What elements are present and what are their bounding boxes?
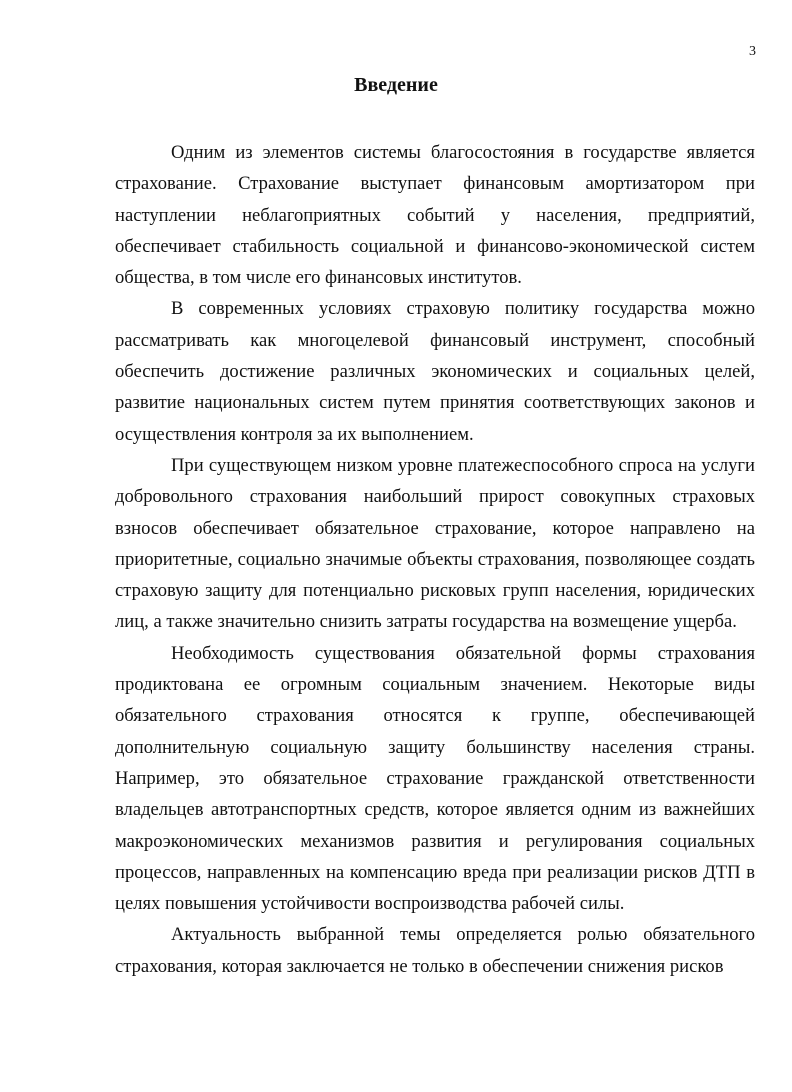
document-body <box>115 137 755 982</box>
paragraph-4: Необходимость существования обязательной формы страхования продиктована ее огромным социальным значением. Некоторые виды обязательного страхования относятся к группе, обеспечивающей дополнительную социальную защиту большинству населения страны. Например, это обязательное страхование гражданской ответственности владельцев автотранспортных средств, которое является одним из важнейших макроэкономических механизмов развития и регулирования социальных процессов, направленных на компенсацию вреда при реализации рисков ДТП в целях повышения устойчивости воспроизводства рабочей силы. <box>115 642 755 915</box>
page-title: Введение <box>354 74 438 96</box>
paragraph-1: Одним из элементов системы благосостояния в государстве является страхование. Страхование выступает финансовым амортизатором при наступлении неблагоприятных событий у населения, предприятий, обеспечивает стабильность социальной и финансово-экономической систем общества, в том числе его финансовых институтов. <box>115 142 755 289</box>
paragraph-2: В современных условиях страховую политику государства можно рассматривать как многоцелевой финансовый инструмент, способный обеспечить достижение различных экономических и социальных целей, развитие национальных систем путем принятия соответствующих законов и осуществления контроля за их выполнением. <box>115 298 755 445</box>
page-number: 3 <box>749 44 756 59</box>
paragraph-5: Актуальность выбранной темы определяется ролью обязательного страхования, которая заключается не только в обеспечении снижения рисков <box>115 924 755 977</box>
paragraph-3: При существующем низком уровне платежеспособного спроса на услуги добровольного страхования наибольший прирост совокупных страховых взносов обеспечивает обязательное страхование, которое направлено на приоритетные, социально значимые объекты страхования, позволяющее создать страховую защиту для потенциально рисковых групп населения, юридических лиц, а также значительно снизить затраты государства на возмещение ущерба. <box>115 454 755 633</box>
